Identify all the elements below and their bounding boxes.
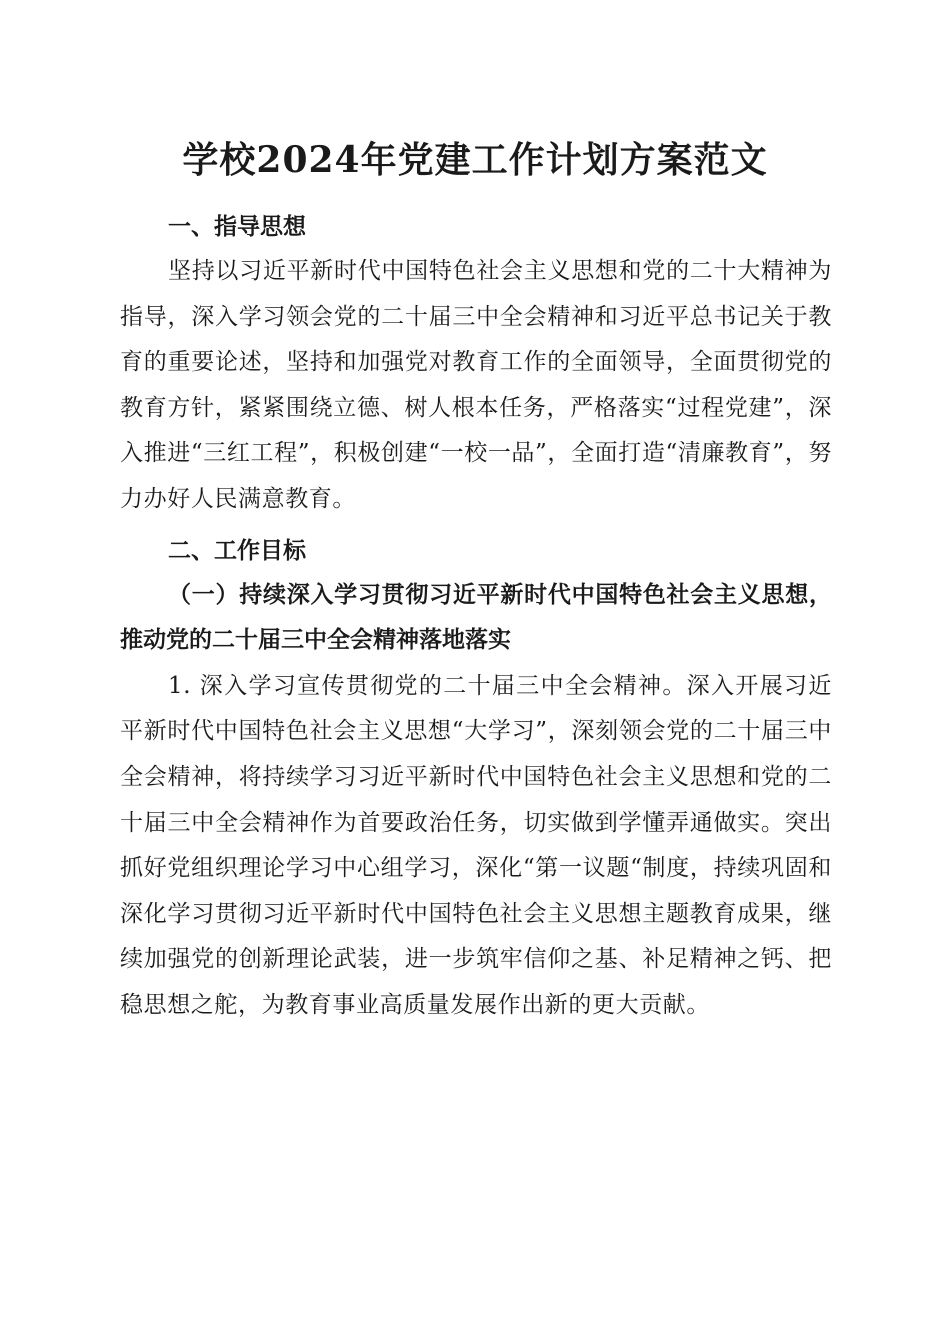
guiding-paragraph: 坚持以习近平新时代中国特色社会主义思想和党的二十大精神为指导，深入学习领会党的二十届三中全会精神和习近平总书记关于教育的重要论述，坚持和加强党对教育工作的全面领导，全面贯彻党的教育方针，紧紧围绕立德、树人根本任务，严格落实“过程党建”，深入推进“三红工程”，积极创建“一校一品”，全面打造“清廉教育”，努力办好人民满意教育。 — [120, 258, 832, 512]
goal-1-item-1: 1. 深入学习宣传贯彻党的二十届三中全会精神。深入开展习近平新时代中国特色社会主义思想“大学习”，深刻领会党的二十届三中全会精神，将持续学习习近平新时代中国特色社会主义思想和党的二十届三中全会精神作为首要政治任务，切实做到学懂弄通做实。突出抓好党组织理论学习中心组学习，深化“第一议题“制度，持续巩固和深化学习贯彻习近平新时代中国特色社会主义思想主题教育成果，继续加强党的创新理论武装，进一步筑牢信仰之基、补足精神之钙、把稳思想之舵，为教育事业高质量发展作出新的更大贡献。 — [120, 672, 832, 1018]
section-heading-goals: 二、工作目标 — [168, 537, 306, 564]
document-body — [120, 205, 832, 1029]
goal-1-heading: （一）持续深入学习贯彻习近平新时代中国特色社会主义思想，推动党的二十届三中全会精神落地落实 — [120, 581, 832, 654]
section-heading-guiding: 一、指导思想 — [168, 214, 306, 240]
document-title: 学校2024年党建工作计划方案范文 — [182, 139, 768, 181]
